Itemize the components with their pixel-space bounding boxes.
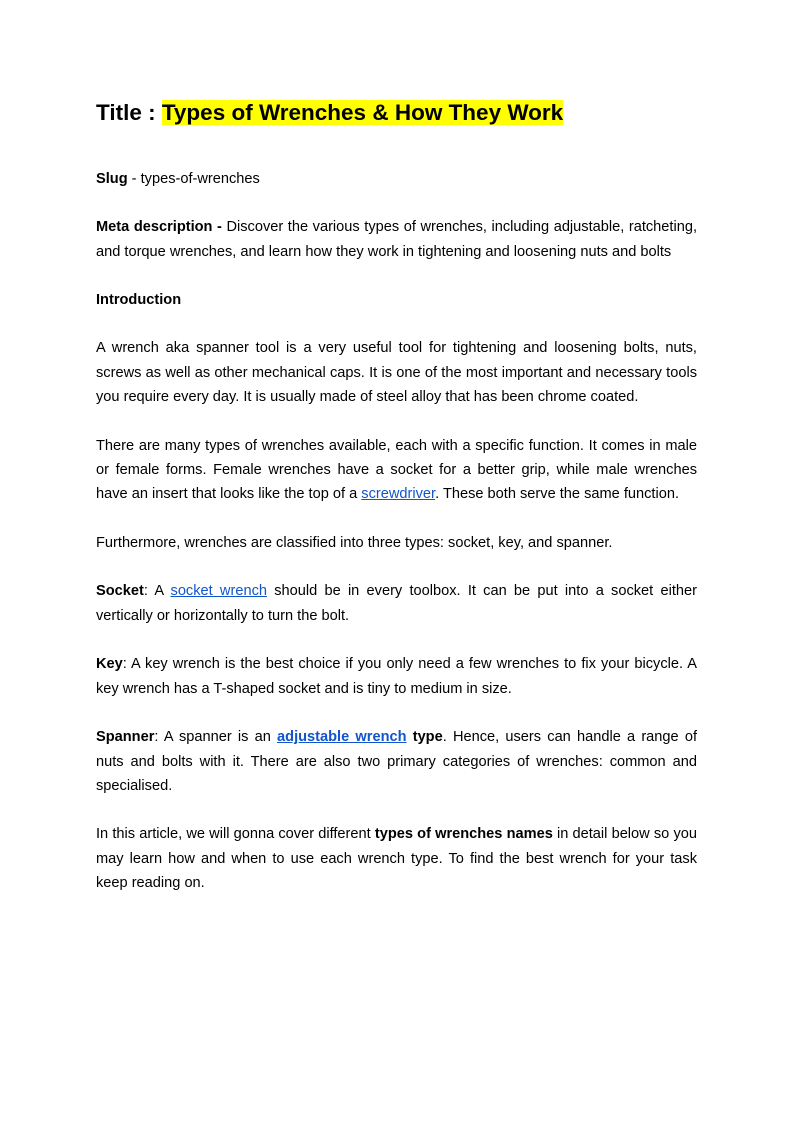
- key-label: Key: [96, 656, 123, 673]
- paragraph-spanner: Spanner: A spanner is an adjustable wrench type. Hence, users can handle a range of nuts and bolts with it. There are also two primary categories of wrenches: common and specialised.: [96, 729, 698, 794]
- screwdriver-link[interactable]: screwdriver: [361, 486, 436, 503]
- meta-label: Meta description -: [96, 219, 222, 236]
- socket-label: Socket: [96, 583, 144, 600]
- slug-separator: -: [127, 171, 141, 187]
- paragraph-types: There are many types of wrenches available, each with a specific function. It comes in male or female forms. Female wrenches have a socket for a better grip, while male wrenches have an insert that looks like the top of a screwdriver. These both serve the same function.: [96, 437, 697, 503]
- introduction-heading: Introduction: [96, 291, 182, 308]
- paragraph-key: Key: A key wrench is the best choice if you only need a few wrenches to fix your bicycle. A key wrench has a T-shaped socket and is tiny to medium in size.: [96, 656, 697, 697]
- meta-description: [96, 215, 697, 264]
- spanner-label: Spanner: [96, 729, 155, 746]
- page-title: [96, 94, 697, 132]
- title-highlighted-text: Types of Wrenches & How They Work: [161, 100, 564, 125]
- socket-wrench-link[interactable]: socket wrench: [170, 583, 267, 600]
- paragraph-classification: Furthermore, wrenches are classified into three types: socket, key, and spanner.: [96, 534, 613, 551]
- title-prefix: Title :: [96, 100, 162, 125]
- paragraph-socket: Socket: A socket wrench should be in every toolbox. It can be put into a socket either vertically or horizontally to turn the bolt.: [96, 583, 697, 624]
- slug-label: Slug: [96, 171, 128, 187]
- slug-line: [96, 167, 697, 191]
- document-body: [96, 94, 697, 895]
- paragraph-intro: A wrench aka spanner tool is a very useful tool for tightening and loosening bolts, nuts, screws as well as other mechanical caps. It is one of the most important and necessary tools you require every day. It is usually made of steel alloy that has been chrome coated.: [96, 340, 697, 406]
- keyword-bold: types of wrenches names: [374, 826, 553, 843]
- meta-text: Discover the various types of wrenches, including adjustable, ratcheting, and torque wrenches, and learn how they work in tightening and loosening nuts and bolts: [96, 219, 698, 260]
- adjustable-wrench-link[interactable]: adjustable wrench: [277, 729, 407, 746]
- paragraph-closing: In this article, we will gonna cover different types of wrenches names in detail below so you may learn how and when to use each wrench type. To find the best wrench for your task keep reading on.: [96, 826, 697, 892]
- slug-value: types-of-wrenches: [140, 171, 260, 187]
